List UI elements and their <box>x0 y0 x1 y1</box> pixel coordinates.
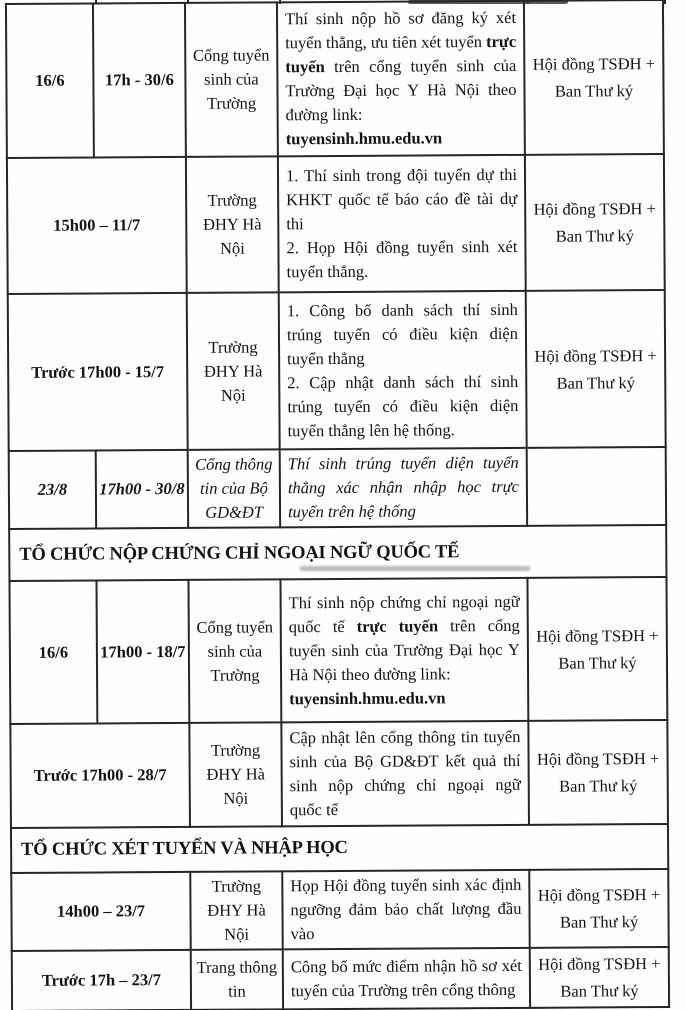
venue-cell: Trường ĐHY Hà Nội <box>189 722 282 827</box>
venue-cell: Cổng tuyển sinh của Trường <box>185 2 278 157</box>
datetime-cell: Trước 17h – 23/7 <box>12 950 191 1010</box>
date-cell: 23/8 <box>9 450 96 529</box>
schedule-table-wrapper <box>5 0 670 1010</box>
table-row <box>12 947 669 1010</box>
owner-cell: Hội đồng TSĐH + Ban Thư ký <box>527 577 667 721</box>
venue-cell: Cổng tuyển sinh của Trường <box>188 579 281 723</box>
datetime-cell: Trước 17h00 - 28/7 <box>10 723 190 828</box>
venue-cell: Trường ĐHY Hà Nội <box>190 871 282 950</box>
owner-cell <box>527 447 666 526</box>
owner-cell: Hội đồng TSĐH + Ban Thư ký <box>529 869 668 948</box>
datetime-cell: Trước 17h00 - 15/7 <box>8 293 188 451</box>
task-cell: Thí sinh trúng tuyển diện tuyển thẳng xác nhận nhập học trực tuyến trên hệ thống <box>280 448 527 528</box>
task-cell: 1. Thí sinh trong đội tuyển dự thi KHKT quốc tế báo cáo đề tài dự thi 2. Họp Hội đồng tuyển sinh xét tuyển thẳng. <box>278 155 526 293</box>
venue-cell: Trang thông tin <box>191 949 283 1010</box>
table-row <box>6 0 664 158</box>
venue-cell: Cổng thông tin của Bộ GD&ĐT <box>188 449 280 528</box>
section-header-row <box>9 525 666 581</box>
table-row <box>11 869 668 951</box>
table-row <box>9 447 666 529</box>
owner-cell: Hội đồng TSĐH + Ban Thư ký <box>530 947 669 1008</box>
date-cell: 16/6 <box>9 580 97 724</box>
datetime-cell: 15h00 – 11/7 <box>7 157 187 294</box>
task-cell: Cập nhật lên cổng thông tin tuyển sinh của Bộ GD&ĐT kết quả thí sinh nộp chứng chỉ ngoại ngữ quốc tế <box>281 721 529 827</box>
section-header: TỔ CHỨC XÉT TUYỂN VÀ NHẬP HỌC <box>11 824 668 873</box>
owner-cell: Hội đồng TSĐH + Ban Thư ký <box>525 154 665 291</box>
table-row <box>8 290 666 451</box>
section-header: TỔ CHỨC NỘP CHỨNG CHỈ NGOẠI NGỮ QUỐC TẾ <box>9 525 666 581</box>
venue-cell: Trường ĐHY Hà Nội <box>186 156 279 293</box>
task-cell: Thí sinh nộp hồ sơ đăng ký xét tuyển thẳng, ưu tiên xét tuyển trực tuyến trên cổng tuyển sinh của Trường Đại học Y Hà Nội theo đường link: tuyensinh.hmu.edu.vn <box>277 1 525 157</box>
owner-cell: Hội đồng TSĐH + Ban Thư ký <box>528 720 668 825</box>
task-cell: 1. Công bố danh sách thí sinh trúng tuyển có điều kiện diện tuyển thẳng 2. Cập nhật danh sách thí sinh trúng tuyển có điều kiện diện tuyển thẳng lên hệ thống. <box>279 291 527 450</box>
time-cell: 17h - 30/6 <box>93 3 186 158</box>
task-cell: Thí sinh nộp chứng chỉ ngoại ngữ quốc tế trực tuyến trên cổng tuyển sinh của Trường Đại học Y Hà Nội theo đường link: tuyensinh.hmu.edu.vn <box>280 578 528 723</box>
time-cell: 17h00 - 18/7 <box>96 580 189 724</box>
admission-schedule-table <box>5 0 670 1010</box>
task-cell: Họp Hội đồng tuyển sinh xác định ngưỡng đảm bảo chất lượng đầu vào <box>282 870 529 950</box>
date-cell: 16/6 <box>6 3 94 158</box>
table-row <box>10 720 668 828</box>
datetime-cell: 14h00 – 23/7 <box>11 872 190 951</box>
venue-cell: Trường ĐHY Hà Nội <box>187 292 280 450</box>
section-header-row <box>11 824 668 873</box>
time-cell: 17h00 - 30/8 <box>96 450 188 529</box>
task-cell: Công bố mức điểm nhận hồ sơ xét tuyển của Trường trên cổng thông <box>283 948 530 1010</box>
column-rule-stub <box>664 0 666 4</box>
owner-cell: Hội đồng TSĐH + Ban Thư ký <box>524 0 664 155</box>
table-row <box>7 154 665 294</box>
table-row <box>9 577 667 724</box>
owner-cell: Hội đồng TSĐH + Ban Thư ký <box>526 290 666 448</box>
